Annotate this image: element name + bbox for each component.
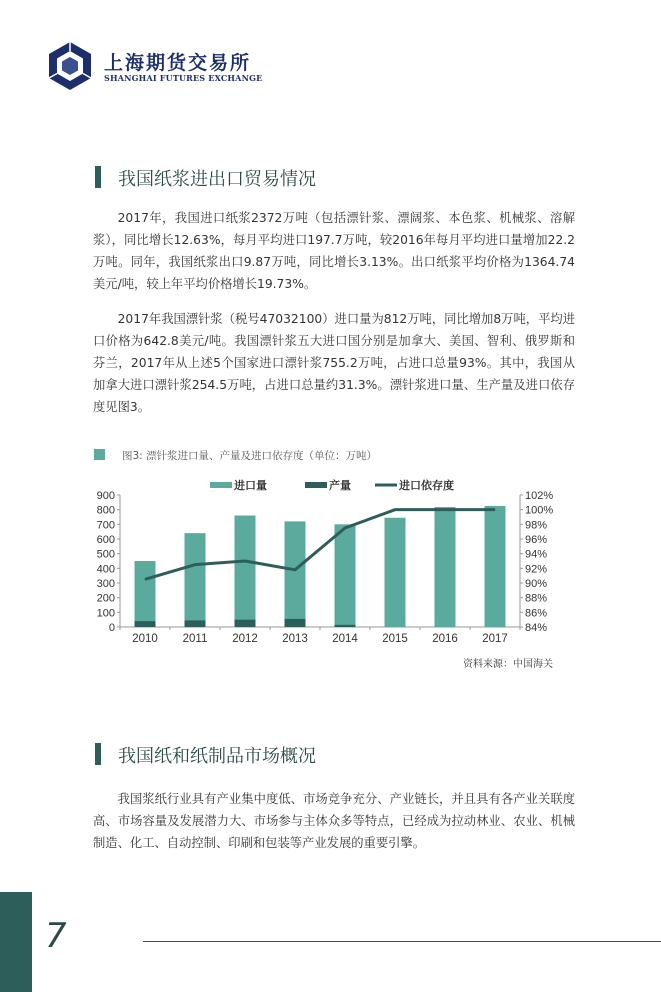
right-tick-label: 84% [525,622,548,634]
paragraph-paper-market: 我国浆纸行业具有产业集中度低、市场竞争充分、产业链长，并且具有各产业关联度高、市场容量及发展潜力大、市场参与主体众多等特点，已经成为拉动林业、农业、机械制造、化工、自动控制、印刷和包装等产业发展的重要引擎。 [93,792,575,850]
import-bar [485,506,506,627]
hexagon-logo-icon [44,40,96,92]
right-tick-label: 94% [525,548,548,561]
production-bar [185,620,206,627]
paragraph-softwood-import: 2017年我国漂针浆（税号47032100）进口量为812万吨，同比增加8万吨，平均进口价格为642.8美元/吨。我国漂针浆五大进口国分别是加拿大、美国、智利、俄罗斯和芬兰，2017年从上述5个国家进口漂针浆755.2万吨，占进口总量93%。其中，我国从加拿大进口漂针浆254.5万吨，占进口总量约31.3%。漂针浆进口量、生产量及进口依存度见图3。 [93,312,575,414]
production-bar [135,621,156,627]
dependency-point [145,579,146,580]
left-tick-label: 700 [96,519,115,532]
right-tick-label: 102% [525,490,554,502]
right-tick-label: 100% [525,504,554,517]
left-tick-label: 300 [96,578,115,590]
x-tick-label: 2010 [132,633,158,645]
x-tick-label: 2011 [182,633,208,645]
heading-accent-bar [95,166,101,188]
legend-label: 进口依存度 [399,479,454,492]
right-tick-label: 98% [525,519,548,532]
paragraph-pulp-import: 2017年，我国进口纸浆2372万吨（包括漂针浆、漂阔浆、本色浆、机械浆、溶解浆），同比增长12.63%，每月平均进口197.7万吨，较2016年每月平均进口量增加22.2万吨。同年，我国纸浆出口9.87万吨，同比增长3.13%。出口纸浆平均价格为1364.74美元/吨，较上年平均价格增长19.73%。 [93,211,575,291]
dependency-point [445,509,446,510]
dependency-point [395,509,396,510]
chart-legend [210,478,454,492]
left-axis [97,490,120,634]
legend-label: 产量 [329,479,351,492]
right-tick-label: 88% [525,592,548,605]
data-source: 资料来源：中国海关 [463,659,553,670]
right-tick-label: 90% [525,578,548,590]
dependency-point [495,509,496,510]
legend-label: 进口量 [234,479,267,492]
left-tick-label: 600 [96,534,115,546]
dependency-point [195,564,196,565]
section-heading-text: 我国纸浆进出口贸易情况 [118,169,316,190]
right-tick-label: 92% [525,563,548,576]
page-number: 7 [45,916,67,956]
heading-accent-bar [95,743,101,765]
legend-swatch [210,482,232,488]
caption-square-icon [94,449,105,460]
import-bar [435,507,456,627]
x-tick-label: 2014 [332,633,358,645]
production-bar [285,619,306,627]
x-tick-label: 2015 [382,633,408,645]
import-bar [235,516,256,627]
exchange-logo [44,40,263,92]
page-corner-block [0,892,32,992]
dependency-point [295,569,296,570]
left-tick-label: 900 [96,490,115,502]
softwood-pulp-chart [90,476,560,648]
left-tick-label: 400 [96,563,115,576]
import-bar [135,561,156,627]
right-tick-label: 96% [525,534,548,546]
x-tick-label: 2012 [232,633,258,645]
figure-caption-text: 图3: 漂针浆进口量、产量及进口依存度（单位：万吨） [122,450,378,462]
import-bar [335,524,356,627]
left-tick-label: 800 [96,504,115,517]
dependency-point [245,561,246,562]
x-axis-labels [132,633,508,645]
left-tick-label: 200 [96,592,115,605]
left-tick-label: 0 [108,622,115,634]
dependency-point [345,528,346,529]
left-tick-label: 500 [96,548,115,561]
logo-chinese-name: 上海期货交易所 [104,52,252,74]
x-tick-label: 2013 [282,633,308,645]
import-bar [385,518,406,627]
x-tick-label: 2017 [482,633,508,645]
legend-swatch [305,482,327,488]
right-tick-label: 86% [525,607,548,620]
import-bar [285,521,306,627]
left-tick-label: 100 [96,607,115,620]
footer-divider [143,941,661,942]
production-bar [335,625,356,627]
logo-english-name: SHANGHAI FUTURES EXCHANGE [104,73,263,83]
import-bar [185,533,206,627]
x-tick-label: 2016 [432,633,458,645]
production-bar [235,620,256,627]
section-heading-text: 我国纸和纸制品市场概况 [118,746,316,767]
